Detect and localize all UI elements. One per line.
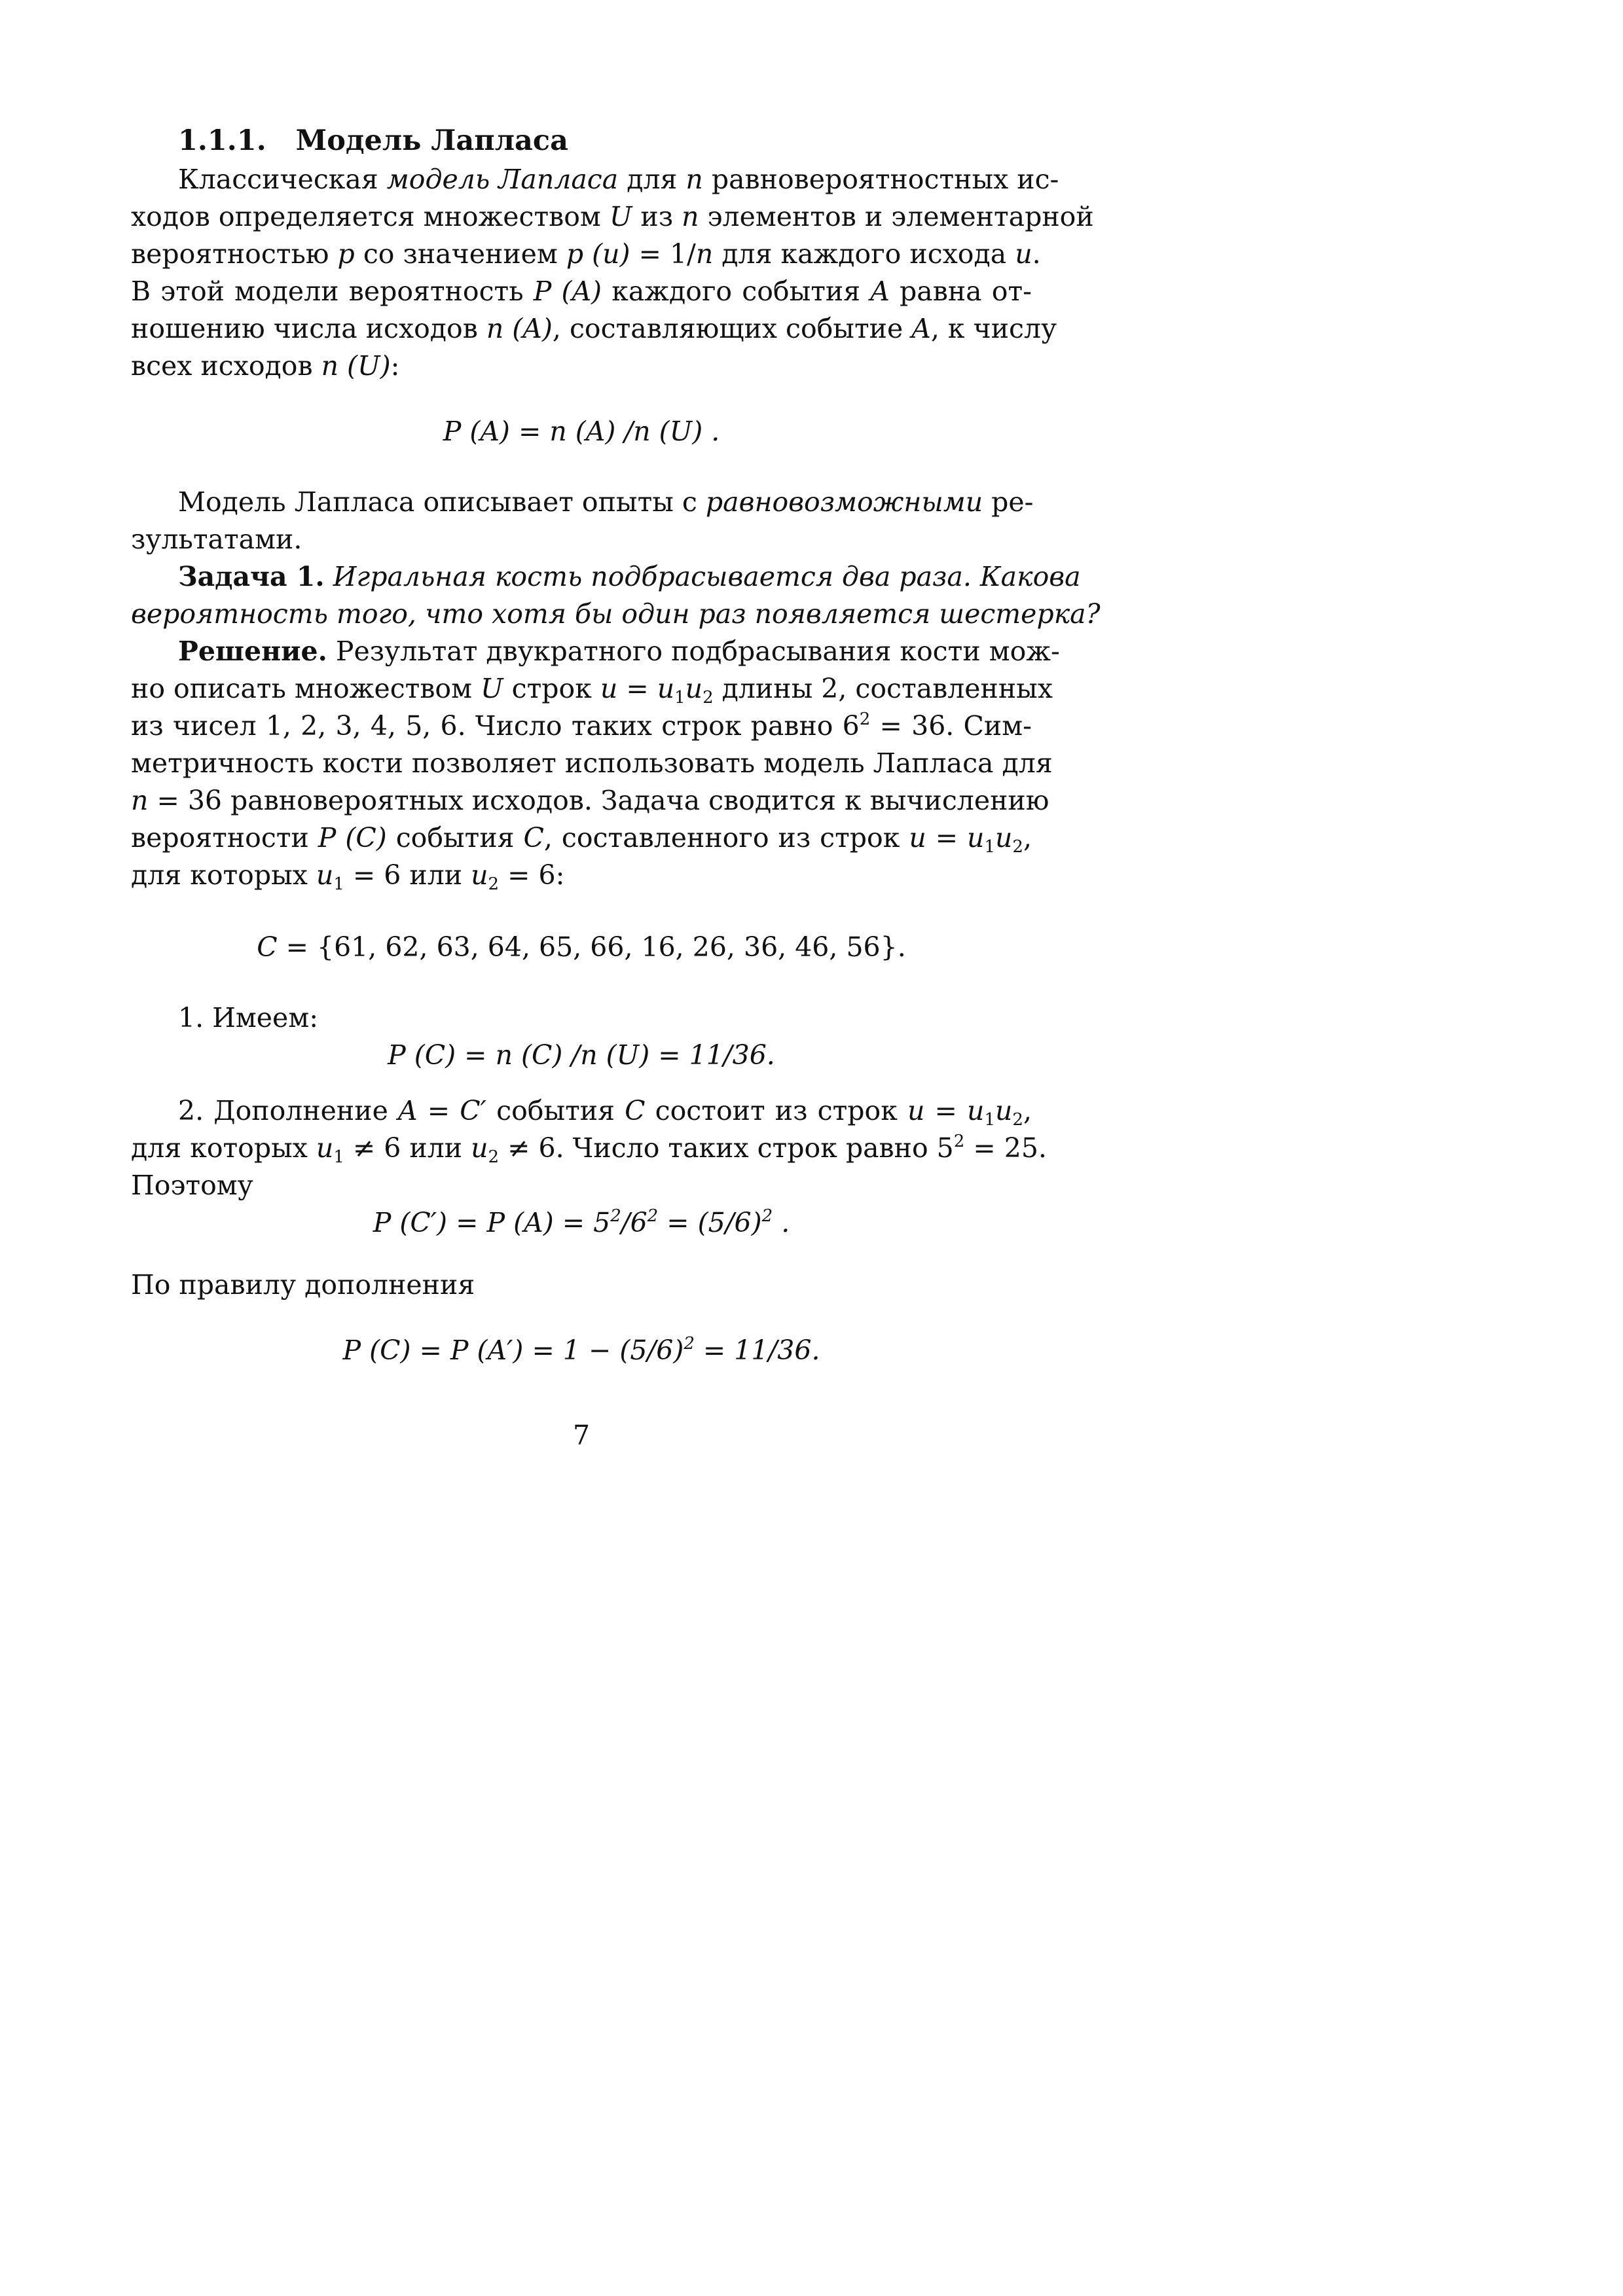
math-display: /6 bbox=[621, 1207, 647, 1238]
text: ре- bbox=[983, 486, 1034, 518]
text: , к числу bbox=[930, 313, 1057, 344]
math-var: u bbox=[471, 859, 488, 891]
text: состоит из строк bbox=[645, 1095, 907, 1126]
text: ношению числа исходов bbox=[131, 313, 486, 344]
text: равновероятностных ис- bbox=[702, 164, 1059, 195]
math-display: P (A) = n (A) /n (U) . bbox=[443, 416, 720, 447]
superscript: 2 bbox=[684, 1334, 695, 1354]
solution-line-3 bbox=[131, 707, 1032, 745]
text: вероятности bbox=[131, 822, 318, 853]
math-expr: n (A) bbox=[486, 313, 553, 344]
math-display: . bbox=[773, 1207, 790, 1238]
item-1-label bbox=[178, 999, 1032, 1037]
math-display: = {61, 62, 63, 64, 65, 66, 16, 26, 36, 46, 56}. bbox=[277, 931, 906, 963]
solution-line-5 bbox=[131, 781, 1049, 819]
math-display: = 11/36. bbox=[694, 1335, 820, 1366]
subscript: 2 bbox=[1012, 837, 1023, 857]
item-2-line-1 bbox=[178, 1092, 1032, 1130]
text: со значением bbox=[354, 238, 566, 270]
text: но описать множеством bbox=[131, 673, 481, 704]
text: , bbox=[1023, 822, 1032, 853]
text: , составляющих событие bbox=[552, 313, 912, 344]
text: для которых bbox=[131, 1132, 316, 1164]
text: = 36. Сим- bbox=[870, 710, 1032, 742]
superscript: 2 bbox=[610, 1206, 621, 1226]
intro-line-1 bbox=[178, 160, 1059, 198]
text: всех исходов bbox=[131, 350, 321, 382]
text: = 25. bbox=[964, 1132, 1047, 1164]
laplace-note-line-2 bbox=[131, 520, 1032, 558]
formula-laplace bbox=[131, 412, 1032, 450]
text: события bbox=[486, 1095, 625, 1126]
text: Модель Лапласа описывает опыты с bbox=[178, 486, 706, 518]
math-var: u bbox=[316, 1132, 334, 1164]
math-display: P (C′) = P (A) = 5 bbox=[373, 1207, 611, 1238]
emphasis: равновозможными bbox=[705, 486, 983, 518]
solution-line-1 bbox=[178, 632, 1060, 670]
text: . bbox=[1032, 238, 1041, 270]
math-var: u bbox=[995, 1095, 1013, 1126]
math-var: A bbox=[870, 276, 890, 307]
math-var: n bbox=[682, 201, 699, 232]
laplace-note-line-1 bbox=[178, 483, 1032, 521]
math-var: n bbox=[685, 164, 703, 195]
text: строк bbox=[503, 673, 600, 704]
text: вероятностью bbox=[131, 238, 338, 270]
text: метричность кости позволяет использовать модель Лапласа для bbox=[131, 747, 1053, 779]
math-expr: u = u bbox=[907, 1095, 985, 1126]
text: В этой модели вероятность bbox=[131, 276, 534, 307]
text: из чисел 1, 2, 3, 4, 5, 6. Число таких строк равно 6 bbox=[131, 710, 860, 742]
math-var: A bbox=[911, 313, 931, 344]
math-expr: u = u bbox=[909, 822, 985, 853]
text: = 6: bbox=[499, 859, 565, 891]
math-expr: A = C′ bbox=[398, 1095, 486, 1126]
text: 2. Дополнение bbox=[178, 1095, 399, 1126]
complement-rule-label bbox=[131, 1266, 1032, 1304]
text: элементов и элементарной bbox=[699, 201, 1094, 232]
task-text: Игральная кость подбрасывается два раза. Какова bbox=[324, 561, 1081, 592]
math-display: = (5/6) bbox=[658, 1207, 762, 1238]
formula-set-c bbox=[131, 928, 1032, 966]
text: Поэтому bbox=[131, 1170, 253, 1201]
subscript: 2 bbox=[702, 688, 714, 708]
task-line-2 bbox=[131, 595, 1101, 633]
math-var: u bbox=[1015, 238, 1032, 270]
text: ходов определяется множеством bbox=[131, 201, 610, 232]
emphasis: модель Лапласа bbox=[386, 164, 619, 195]
text: каждого события bbox=[602, 276, 871, 307]
item-2-line-3 bbox=[131, 1166, 1032, 1204]
math-expr: p (u) bbox=[566, 238, 630, 270]
intro-line-5 bbox=[131, 310, 1057, 348]
subscript: 1 bbox=[674, 688, 685, 708]
math-expr: P (C) bbox=[318, 822, 387, 853]
subscript: 2 bbox=[488, 874, 500, 894]
text: Результат двукратного подбрасывания кости мож- bbox=[327, 636, 1060, 667]
text: зультатами. bbox=[131, 524, 302, 555]
section-heading bbox=[178, 122, 1029, 160]
text: = 36 равновероятных исходов. Задача сводится к вычислению bbox=[148, 785, 1049, 816]
superscript: 2 bbox=[647, 1206, 659, 1226]
math-var: C bbox=[523, 822, 544, 853]
math-var: p bbox=[337, 238, 355, 270]
page-number-text: 7 bbox=[572, 1420, 591, 1451]
text: равна от- bbox=[889, 276, 1032, 307]
text: , bbox=[1023, 1095, 1032, 1126]
item-2-line-2 bbox=[131, 1129, 1047, 1167]
text: ≠ 6 или bbox=[344, 1132, 471, 1164]
text: для bbox=[618, 164, 686, 195]
superscript: 2 bbox=[953, 1132, 965, 1151]
text: Классическая bbox=[178, 164, 387, 195]
page-number bbox=[131, 1416, 1032, 1454]
intro-line-4 bbox=[131, 272, 1032, 310]
math-var: C bbox=[625, 1095, 646, 1126]
math-var: U bbox=[609, 201, 632, 232]
math-var: C bbox=[257, 931, 278, 963]
math-display: P (C) = P (A′) = 1 − (5/6) bbox=[342, 1335, 684, 1366]
solution-line-7 bbox=[131, 856, 1032, 894]
math-expr: u = u bbox=[600, 673, 675, 704]
superscript: 2 bbox=[859, 709, 871, 729]
math-var: u bbox=[685, 673, 703, 704]
math-expr: P (A) bbox=[533, 276, 602, 307]
math-var: n bbox=[695, 238, 714, 270]
task-label: Задача 1. bbox=[178, 561, 325, 592]
formula-item-2 bbox=[131, 1204, 1032, 1242]
text: для каждого исхода bbox=[713, 238, 1015, 270]
text: для которых bbox=[131, 859, 316, 891]
subscript: 2 bbox=[1012, 1110, 1023, 1130]
math-var: u bbox=[995, 822, 1013, 853]
formula-complement bbox=[131, 1331, 1032, 1369]
math-expr: n (U) bbox=[321, 350, 391, 382]
text: По правилу дополнения bbox=[131, 1269, 475, 1300]
formula-item-1 bbox=[131, 1036, 1032, 1074]
intro-line-3 bbox=[131, 235, 1041, 273]
section-title: Модель Лапласа bbox=[295, 124, 568, 157]
section-number: 1.1.1. bbox=[178, 124, 266, 157]
math-var: u bbox=[471, 1132, 488, 1164]
task-text: вероятность того, что хотя бы один раз появляется шестерка? bbox=[131, 598, 1101, 630]
text: , составленного из строк bbox=[543, 822, 909, 853]
subscript: 1 bbox=[333, 874, 344, 894]
subscript: 1 bbox=[984, 837, 996, 857]
math-var: U bbox=[481, 673, 503, 704]
math-display: P (C) = n (C) /n (U) = 11/36. bbox=[388, 1039, 775, 1071]
superscript: 2 bbox=[761, 1206, 773, 1226]
solution-line-2 bbox=[131, 670, 1053, 708]
text: : bbox=[390, 350, 400, 382]
math-var: u bbox=[316, 859, 334, 891]
intro-line-2 bbox=[131, 198, 1094, 236]
task-line-1 bbox=[178, 558, 1081, 596]
text: ≠ 6. Число таких строк равно 5 bbox=[499, 1132, 954, 1164]
solution-line-4 bbox=[131, 744, 1053, 782]
text: = 1/ bbox=[630, 238, 696, 270]
math-var: n bbox=[131, 785, 149, 816]
text: события bbox=[386, 822, 524, 853]
solution-line-6 bbox=[131, 819, 1032, 857]
text: = 6 или bbox=[344, 859, 471, 891]
solution-label: Решение. bbox=[178, 636, 327, 667]
text: из bbox=[632, 201, 682, 232]
subscript: 1 bbox=[333, 1147, 344, 1167]
intro-line-6 bbox=[131, 347, 1032, 385]
text: длины 2, составленных bbox=[713, 673, 1053, 704]
subscript: 2 bbox=[488, 1147, 500, 1167]
text: 1. Имеем: bbox=[178, 1002, 319, 1033]
subscript: 1 bbox=[984, 1110, 996, 1130]
